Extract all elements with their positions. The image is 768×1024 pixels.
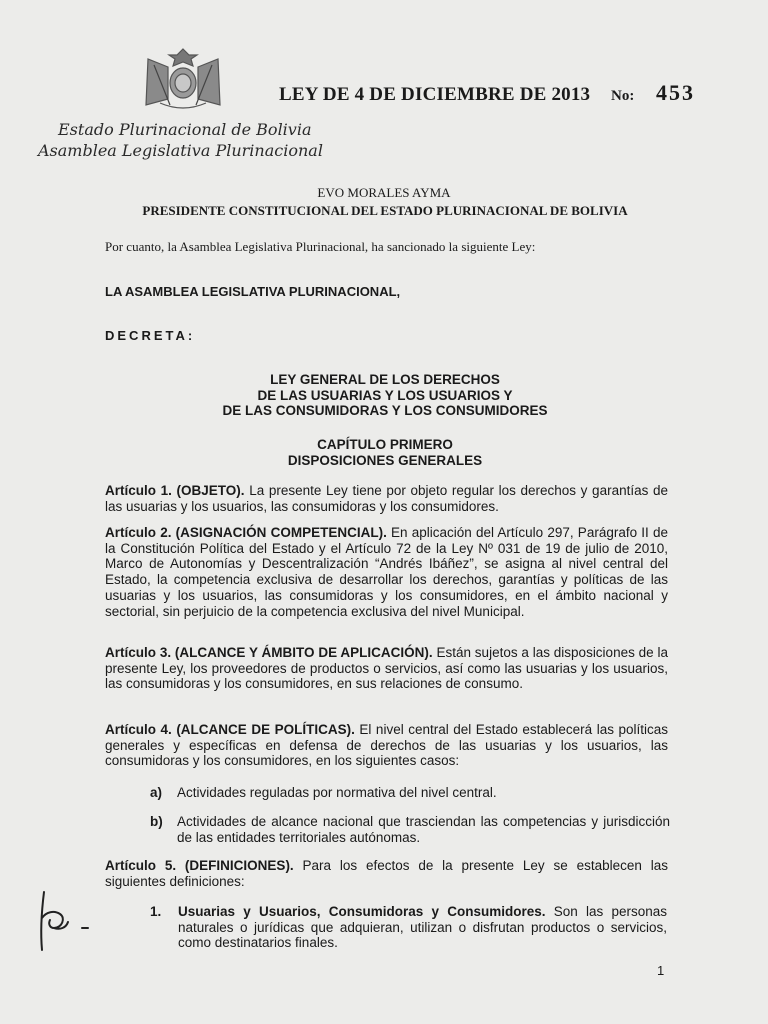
definition-body: Son las personas naturales o jurídicas que adquieran, utilizan o disfrutan productos o servicios, como destinatarios finales. — [178, 904, 667, 951]
state-name: Estado Plurinacional de Bolivia — [58, 120, 312, 139]
definition-text — [178, 904, 667, 951]
chapter-heading — [150, 437, 620, 468]
article-heading: Artículo 4. (ALCANCE DE POLÍTICAS). — [105, 722, 355, 737]
article-text: Para los efectos de la presente Ley se establecen las siguientes definiciones: — [105, 858, 668, 889]
law-name-line: DE LAS USUARIAS Y LOS USUARIOS Y — [257, 387, 513, 403]
president-office: PRESIDENTE CONSTITUCIONAL DEL ESTADO PLURINACIONAL DE BOLIVIA — [142, 203, 628, 218]
chapter-number: CAPÍTULO PRIMERO — [317, 437, 453, 452]
article-text: Están sujetos a las disposiciones de la presente Ley, los proveedores de productos o servicios, así como las usuarias y los usuarios, las consumidoras y los consumidores, en sus relaciones de consumo. — [105, 645, 668, 692]
handwritten-initials — [30, 888, 100, 958]
article-heading: Artículo 3. (ALCANCE Y ÁMBITO DE APLICACIÓN). — [105, 645, 433, 660]
article-3 — [105, 645, 668, 692]
article-text: En aplicación del Artículo 297, Parágrafo II de la Constitución Política del Estado y el Artículo 72 de la Ley Nº 031 de 19 de julio de 2010, Marco de Autonomías y Descentralización “Andrés Ibáñez”, se asigna al nivel central del Estado, la competencia exclusiva de desarrollar los derechos, garantías y políticas de las usuarias y los usuarios, las consumidoras y los consumidores, en el ámbito nacional y sectorial, sin perjuicio de la competencia exclusiva del nivel Municipal. — [105, 525, 668, 619]
law-title: LEY DE 4 DE DICIEMBRE DE 2013 — [279, 84, 591, 105]
por-cuanto-clause: Por cuanto, la Asamblea Legislativa Plurinacional, ha sancionado la siguiente Ley: — [105, 239, 536, 254]
article-text: La presente Ley tiene por objeto regular los derechos y garantías de las usuarias y los usuarios, las consumidoras y los consumidores. — [105, 483, 669, 514]
law-name-line: LEY GENERAL DE LOS DERECHOS — [270, 372, 500, 387]
article-heading: Artículo 5. (DEFINICIONES). — [105, 858, 294, 873]
president-name: EVO MORALES AYMA — [317, 185, 451, 200]
article-4 — [105, 722, 668, 769]
assembly-name: Asamblea Legislativa Plurinacional — [38, 141, 323, 160]
page-number: 1 — [657, 963, 665, 978]
list-marker: b) — [150, 814, 163, 829]
list-marker: 1. — [150, 904, 162, 919]
law-number-label: No: — [611, 88, 635, 104]
definition-term: Usuarias y Usuarios, Consumidoras y Consumidores. — [178, 904, 546, 919]
article-1 — [105, 483, 668, 514]
article-2 — [105, 525, 668, 619]
article-heading: Artículo 2. (ASIGNACIÓN COMPETENCIAL). — [105, 525, 387, 540]
assembly-heading: LA ASAMBLEA LEGISLATIVA PLURINACIONAL, — [105, 284, 401, 299]
list-item-text: Actividades reguladas por normativa del nivel central. — [177, 785, 497, 800]
list-marker: a) — [150, 785, 163, 800]
law-number: 453 — [656, 80, 695, 105]
law-name-heading — [150, 372, 620, 419]
article-5 — [105, 858, 668, 889]
coat-of-arms-emblem — [140, 45, 226, 113]
list-item-text: Actividades de alcance nacional que trasciendan las competencias y jurisdicción de las entidades territoriales autónomas. — [177, 814, 670, 845]
law-name-line: DE LAS CONSUMIDORAS Y LOS CONSUMIDORES — [222, 403, 548, 418]
chapter-title: DISPOSICIONES GENERALES — [287, 452, 483, 468]
article-heading: Artículo 1. (OBJETO). — [105, 483, 245, 498]
article-text: El nivel central del Estado establecerá las políticas generales y específicas en defensa de derechos de las usuarias y los usuarios, las consumidoras y los consumidores, en los siguientes casos: — [105, 722, 668, 769]
decreta-heading: DECRETA: — [105, 328, 196, 343]
